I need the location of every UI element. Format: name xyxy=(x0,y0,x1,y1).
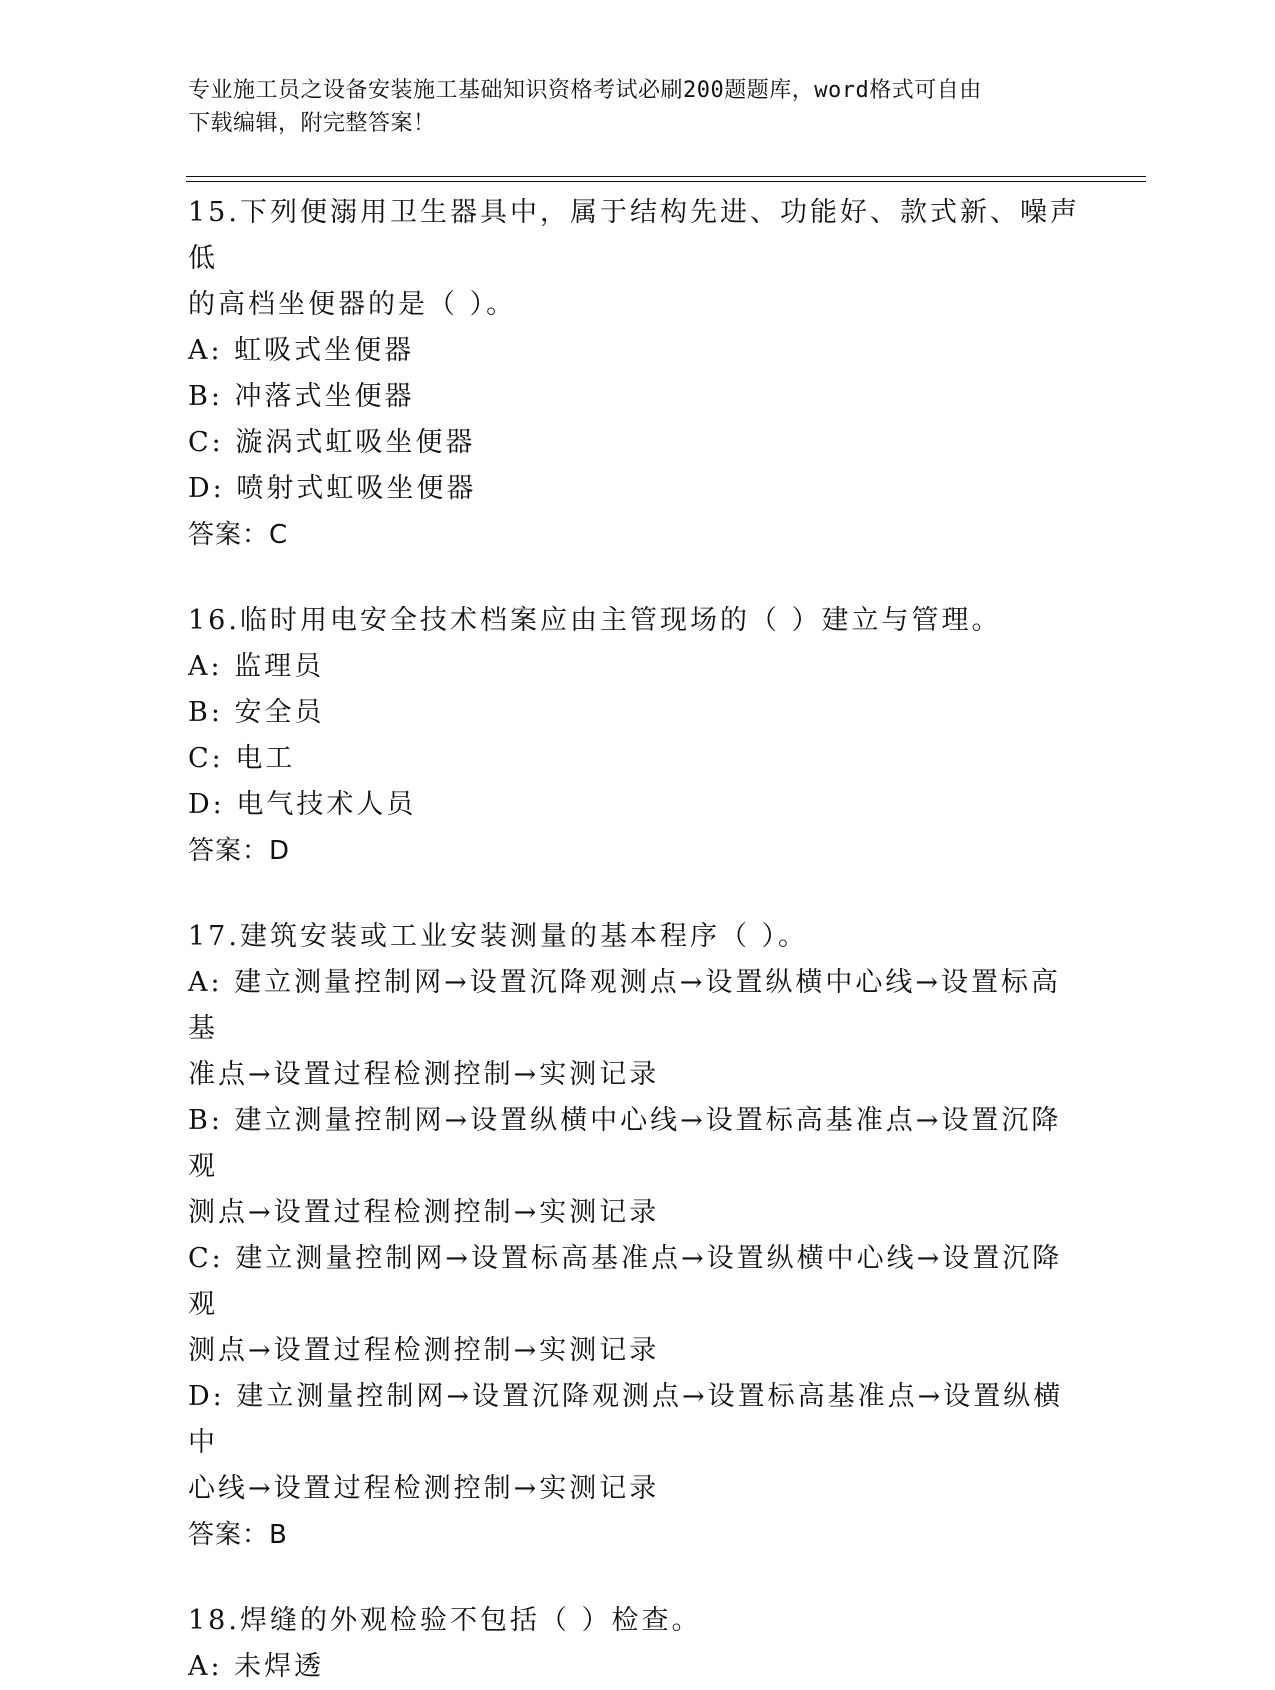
question-17-option-b-line-1: B: 建立测量控制网→设置纵横中心线→设置标高基准点→设置沉降观 xyxy=(188,1105,1062,1182)
question-16-option-b: B: 安全员 xyxy=(188,697,325,728)
question-15-option-b: B: 冲落式坐便器 xyxy=(188,381,415,412)
question-16-option-a: A: 监理员 xyxy=(188,651,325,682)
question-17-stem-line-1: 17.建筑安装或工业安装测量的基本程序（ ）。 xyxy=(188,921,809,952)
question-17-option-c-line-1: C: 建立测量控制网→设置标高基准点→设置纵横中心线→设置沉降观 xyxy=(188,1243,1063,1320)
question-17-option-c-line-2: 测点→设置过程检测控制→实测记录 xyxy=(188,1335,660,1366)
question-15-option-d: D: 喷射式虹吸坐便器 xyxy=(188,473,477,504)
question-15-stem-line-1: 15.下列便溺用卫生器具中，属于结构先进、功能好、款式新、噪声低 xyxy=(188,197,1080,274)
document-header xyxy=(188,74,1088,140)
question-15-option-c: C: 漩涡式虹吸坐便器 xyxy=(188,427,476,458)
question-15-answer: 答案：C xyxy=(188,520,289,550)
question-17-option-a-line-1: A: 建立测量控制网→设置沉降观测点→设置纵横中心线→设置标高基 xyxy=(188,967,1062,1044)
question-18-option-a: A: 未焊透 xyxy=(188,1651,325,1682)
header-divider-bottom xyxy=(186,181,1146,182)
question-15-option-a: A: 虹吸式坐便器 xyxy=(188,335,415,366)
question-15 xyxy=(188,190,1088,558)
question-15-stem-line-2: 的高档坐便器的是（ ）。 xyxy=(188,289,517,320)
question-spacer xyxy=(188,558,1088,598)
question-list xyxy=(188,190,1088,1690)
question-17 xyxy=(188,914,1088,1558)
question-18 xyxy=(188,1598,1088,1690)
question-17-option-a-line-2: 准点→设置过程检测控制→实测记录 xyxy=(188,1059,660,1090)
header-divider-top xyxy=(186,176,1146,177)
question-17-option-d-line-1: D: 建立测量控制网→设置沉降观测点→设置标高基准点→设置纵横中 xyxy=(188,1381,1064,1458)
question-16-option-d: D: 电气技术人员 xyxy=(188,789,417,820)
header-title-line-1: 专业施工员之设备安装施工基础知识资格考试必刷200题题库，word格式可自由 xyxy=(188,78,982,103)
question-16-stem-line-1: 16.临时用电安全技术档案应由主管现场的（ ）建立与管理。 xyxy=(188,605,1002,636)
question-17-option-d-line-2: 心线→设置过程检测控制→实测记录 xyxy=(188,1473,660,1504)
question-17-answer: 答案：B xyxy=(188,1520,288,1550)
question-16-option-c: C: 电工 xyxy=(188,743,296,774)
question-spacer xyxy=(188,874,1088,914)
question-18-stem-line-1: 18.焊缝的外观检验不包括（ ）检查。 xyxy=(188,1605,702,1636)
question-16 xyxy=(188,598,1088,874)
header-title-line-2: 下载编辑，附完整答案！ xyxy=(188,111,436,136)
question-spacer xyxy=(188,1558,1088,1598)
question-17-option-b-line-2: 测点→设置过程检测控制→实测记录 xyxy=(188,1197,660,1228)
question-16-answer: 答案：D xyxy=(188,836,291,866)
